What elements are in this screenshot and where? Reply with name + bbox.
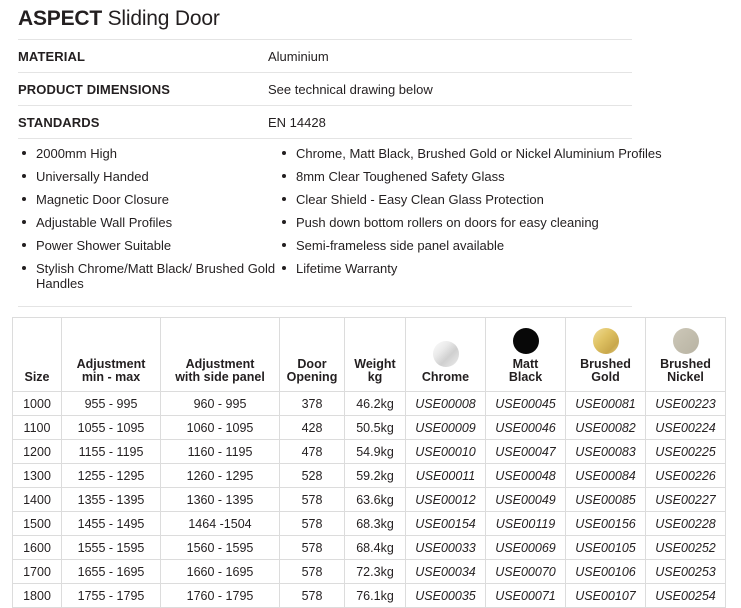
cell-size: 1800: [13, 584, 62, 608]
cell-code-brushed-gold: USE00105: [566, 536, 646, 560]
cell-code-chrome: USE00010: [406, 440, 486, 464]
cell-code-matt-black: USE00047: [486, 440, 566, 464]
table-row: [13, 584, 726, 608]
cell-door-opening: 578: [280, 536, 345, 560]
cell-weight: 59.2kg: [345, 464, 406, 488]
cell-door-opening: 428: [280, 416, 345, 440]
cell-code-brushed-nickel: USE00227: [646, 488, 726, 512]
brushed-gold-swatch-icon: [593, 328, 619, 354]
cell-code-matt-black: USE00045: [486, 392, 566, 416]
cell-door-opening: 578: [280, 512, 345, 536]
table-row: [13, 464, 726, 488]
spec-row: [18, 106, 632, 139]
cell-size: 1400: [13, 488, 62, 512]
cell-code-matt-black: USE00046: [486, 416, 566, 440]
cell-weight: 68.3kg: [345, 512, 406, 536]
cell-code-brushed-gold: USE00085: [566, 488, 646, 512]
finish-label-line-2: Black: [508, 370, 543, 384]
cell-weight: 76.1kg: [345, 584, 406, 608]
cell-adjustment-side-panel: 1464 -1504: [161, 512, 280, 536]
cell-code-matt-black: USE00069: [486, 536, 566, 560]
column-header-brushed-gold: [566, 318, 646, 392]
cell-code-matt-black: USE00119: [486, 512, 566, 536]
cell-code-chrome: USE00008: [406, 392, 486, 416]
cell-code-brushed-nickel: USE00224: [646, 416, 726, 440]
list-item: [278, 238, 698, 253]
bullet-icon: [282, 243, 286, 247]
cell-adjustment: 955 - 995: [62, 392, 161, 416]
feature-text: Magnetic Door Closure: [36, 192, 169, 207]
size-table-body: [13, 392, 726, 608]
spec-label-material: MATERIAL: [18, 40, 268, 73]
feature-text: Universally Handed: [36, 169, 149, 184]
cell-door-opening: 378: [280, 392, 345, 416]
table-row: [13, 440, 726, 464]
specification-table: [18, 39, 632, 139]
cell-code-chrome: USE00154: [406, 512, 486, 536]
column-header-matt-black: [486, 318, 566, 392]
cell-adjustment: 1655 - 1695: [62, 560, 161, 584]
cell-code-brushed-nickel: USE00225: [646, 440, 726, 464]
cell-code-brushed-gold: USE00084: [566, 464, 646, 488]
brushed-nickel-swatch-icon: [673, 328, 699, 354]
bullet-icon: [282, 151, 286, 155]
cell-code-brushed-gold: USE00156: [566, 512, 646, 536]
header-line-1: Adjustment: [185, 357, 255, 371]
feature-text: 8mm Clear Toughened Safety Glass: [296, 169, 505, 184]
cell-adjustment: 1455 - 1495: [62, 512, 161, 536]
cell-adjustment-side-panel: 1260 - 1295: [161, 464, 280, 488]
cell-adjustment: 1255 - 1295: [62, 464, 161, 488]
cell-code-brushed-gold: USE00082: [566, 416, 646, 440]
bullet-icon: [282, 174, 286, 178]
feature-text: 2000mm High: [36, 146, 117, 161]
list-item: [18, 146, 278, 161]
spec-value-standards: EN 14428: [268, 106, 632, 139]
table-row: [13, 488, 726, 512]
cell-size: 1100: [13, 416, 62, 440]
list-item: [18, 215, 278, 230]
features-column-right: [278, 146, 698, 299]
column-header-adjustment-side-panel: [161, 318, 280, 392]
list-item: [278, 261, 698, 276]
column-header-weight: [345, 318, 406, 392]
bullet-icon: [282, 266, 286, 270]
header-line-1: Weight: [354, 357, 396, 371]
cell-adjustment-side-panel: 1660 - 1695: [161, 560, 280, 584]
list-item: [18, 192, 278, 207]
features-list-right: [278, 146, 698, 276]
cell-code-brushed-nickel: USE00253: [646, 560, 726, 584]
table-row: [13, 416, 726, 440]
table-row: [13, 512, 726, 536]
cell-size: 1600: [13, 536, 62, 560]
cell-code-matt-black: USE00049: [486, 488, 566, 512]
cell-code-brushed-nickel: USE00228: [646, 512, 726, 536]
cell-adjustment: 1155 - 1195: [62, 440, 161, 464]
cell-code-brushed-gold: USE00107: [566, 584, 646, 608]
cell-door-opening: 478: [280, 440, 345, 464]
cell-code-chrome: USE00035: [406, 584, 486, 608]
size-table-head: [13, 318, 726, 392]
header-line-1: Adjustment: [76, 357, 146, 371]
cell-code-chrome: USE00009: [406, 416, 486, 440]
list-item: [278, 146, 698, 161]
bullet-icon: [22, 243, 26, 247]
cell-code-matt-black: USE00071: [486, 584, 566, 608]
cell-weight: 46.2kg: [345, 392, 406, 416]
spec-row: [18, 73, 632, 106]
cell-adjustment-side-panel: 1760 - 1795: [161, 584, 280, 608]
bullet-icon: [282, 197, 286, 201]
list-item: [18, 169, 278, 184]
spec-value-product-dimensions: See technical drawing below: [268, 73, 632, 106]
spec-label-standards: STANDARDS: [18, 106, 268, 139]
cell-code-chrome: USE00012: [406, 488, 486, 512]
section-divider: [18, 306, 632, 307]
column-header-size: Size: [13, 318, 62, 392]
cell-adjustment: 1055 - 1095: [62, 416, 161, 440]
cell-adjustment-side-panel: 960 - 995: [161, 392, 280, 416]
product-name: Sliding Door: [101, 7, 220, 30]
finish-label-line-1: Matt: [512, 357, 539, 371]
cell-adjustment-side-panel: 1360 - 1395: [161, 488, 280, 512]
feature-text: Stylish Chrome/Matt Black/ Brushed Gold Handles: [36, 261, 276, 291]
feature-text: Lifetime Warranty: [296, 261, 398, 276]
cell-adjustment-side-panel: 1560 - 1595: [161, 536, 280, 560]
cell-size: 1300: [13, 464, 62, 488]
cell-weight: 54.9kg: [345, 440, 406, 464]
header-line-2: with side panel: [175, 370, 265, 384]
feature-text: Push down bottom rollers on doors for easy cleaning: [296, 215, 599, 230]
cell-weight: 50.5kg: [345, 416, 406, 440]
table-row: [13, 392, 726, 416]
header-line-2: min - max: [81, 370, 141, 384]
cell-code-chrome: USE00011: [406, 464, 486, 488]
cell-code-chrome: USE00034: [406, 560, 486, 584]
column-header-adjustment: [62, 318, 161, 392]
list-item: [278, 215, 698, 230]
cell-door-opening: 528: [280, 464, 345, 488]
features-section: [18, 146, 718, 299]
size-table-container: [12, 317, 719, 608]
cell-code-brushed-nickel: USE00252: [646, 536, 726, 560]
table-row: [13, 560, 726, 584]
brand-name: ASPECT: [18, 7, 102, 30]
page-title: [0, 0, 741, 39]
bullet-icon: [22, 197, 26, 201]
column-header-door-opening: [280, 318, 345, 392]
header-line-2: kg: [367, 370, 383, 384]
header-line-1: Door: [297, 357, 327, 371]
feature-text: Semi-frameless side panel available: [296, 238, 505, 253]
bullet-icon: [282, 220, 286, 224]
bullet-icon: [22, 151, 26, 155]
bullet-icon: [22, 174, 26, 178]
features-list-left: [18, 146, 278, 291]
cell-code-brushed-nickel: USE00226: [646, 464, 726, 488]
column-header-chrome: [406, 318, 486, 392]
cell-size: 1700: [13, 560, 62, 584]
size-and-code-table: [12, 317, 726, 608]
finish-label-line-1: Chrome: [421, 370, 470, 384]
cell-code-chrome: USE00033: [406, 536, 486, 560]
feature-text: Power Shower Suitable: [36, 238, 172, 253]
cell-code-matt-black: USE00070: [486, 560, 566, 584]
cell-size: 1000: [13, 392, 62, 416]
spec-label-product-dimensions: PRODUCT DIMENSIONS: [18, 73, 268, 106]
finish-label-line-1: Brushed: [660, 357, 711, 371]
cell-adjustment: 1755 - 1795: [62, 584, 161, 608]
cell-code-brushed-nickel: USE00223: [646, 392, 726, 416]
cell-code-brushed-gold: USE00106: [566, 560, 646, 584]
finish-label-line-2: Nickel: [667, 370, 704, 384]
cell-weight: 68.4kg: [345, 536, 406, 560]
bullet-icon: [22, 266, 26, 270]
cell-adjustment-side-panel: 1160 - 1195: [161, 440, 280, 464]
list-item: [278, 192, 698, 207]
column-header-brushed-nickel: [646, 318, 726, 392]
cell-size: 1200: [13, 440, 62, 464]
header-line-2: Opening: [286, 370, 338, 384]
list-item: [18, 238, 278, 253]
cell-code-matt-black: USE00048: [486, 464, 566, 488]
specification-table-body: [18, 40, 632, 139]
cell-code-brushed-gold: USE00081: [566, 392, 646, 416]
cell-adjustment-side-panel: 1060 - 1095: [161, 416, 280, 440]
cell-adjustment: 1355 - 1395: [62, 488, 161, 512]
list-item: [18, 261, 278, 291]
cell-door-opening: 578: [280, 488, 345, 512]
finish-label-line-1: Brushed: [580, 357, 631, 371]
bullet-icon: [22, 220, 26, 224]
cell-weight: 63.6kg: [345, 488, 406, 512]
cell-size: 1500: [13, 512, 62, 536]
feature-text: Adjustable Wall Profiles: [36, 215, 173, 230]
cell-door-opening: 578: [280, 584, 345, 608]
cell-door-opening: 578: [280, 560, 345, 584]
chrome-swatch-icon: [433, 341, 459, 367]
spec-value-material: Aluminium: [268, 40, 632, 73]
cell-adjustment: 1555 - 1595: [62, 536, 161, 560]
features-column-left: [18, 146, 278, 299]
finish-label-line-2: Gold: [591, 370, 620, 384]
matt-black-swatch-icon: [513, 328, 539, 354]
feature-text: Clear Shield - Easy Clean Glass Protection: [296, 192, 544, 207]
cell-code-brushed-gold: USE00083: [566, 440, 646, 464]
cell-weight: 72.3kg: [345, 560, 406, 584]
list-item: [278, 169, 698, 184]
spec-row: [18, 40, 632, 73]
cell-code-brushed-nickel: USE00254: [646, 584, 726, 608]
size-table-header-row: [13, 318, 726, 392]
feature-text: Chrome, Matt Black, Brushed Gold or Nickel Aluminium Profiles: [296, 146, 662, 161]
